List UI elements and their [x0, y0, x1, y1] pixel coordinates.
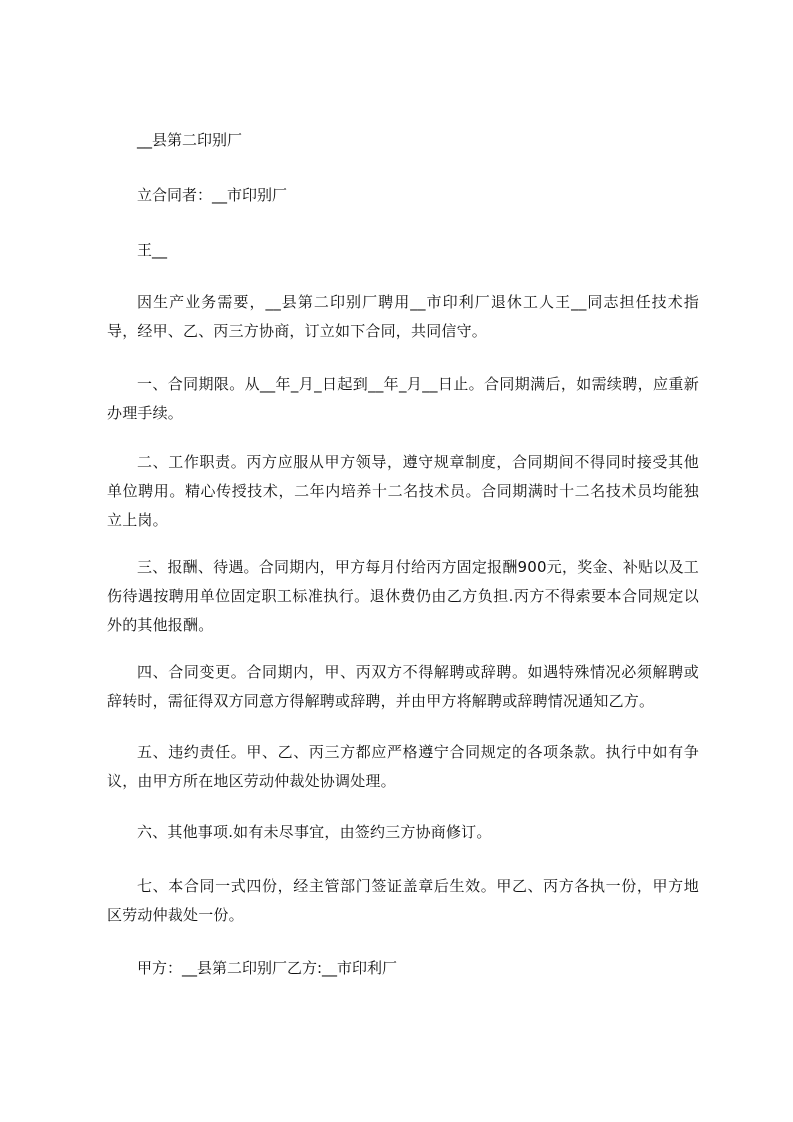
clause-remuneration: 三、报酬、待遇。合同期内，甲方每月付给丙方固定报酬900元，奖金、补贴以及工伤待遇按聘用单位固定职工标准执行。退休费仍由乙方负担.丙方不得索要本合同规定以外的其他报酬。 [107, 558, 699, 634]
employee-name: 王__ [137, 241, 168, 259]
clause-copies: 七、本合同一式四份，经主管部门签证盖章后生效。甲乙、丙方各执一份，甲方地区劳动仲裁处一份。 [107, 877, 699, 924]
clause-liability: 五、违约责任。甲、乙、丙三方都应严格遵宁合同规定的各项条款。执行中如有争议，由甲方所在地区劳动仲裁处协调处理。 [107, 743, 699, 790]
intro-paragraph: 因生产业务需要，__县第二印别厂聘用__市印利厂退休工人王__同志担任技术指导，经甲、乙、丙三方协商，订立如下合同，共同信守。 [107, 293, 699, 340]
clause-other-matters: 六、其他事项.如有未尽事宜，由签约三方协商修订。 [137, 823, 492, 841]
clause-duties: 二、工作职责。丙方应服从甲方领导，遵守规章制度，合同期间不得同时接受其他单位聘用。精心传授技术，二年内培养十二名技术员。合同期满时十二名技术员均能独立上岗。 [107, 453, 699, 529]
clause-changes: 四、合同变更。合同期内，甲、丙双方不得解聘或辞聘。如遇特殊情况必须解聘或辞转时，需征得双方同意方得解聘或辞聘，并由甲方将解聘或辞聘情况通知乙方。 [107, 663, 699, 710]
signature-line: 甲方：__县第二印别厂乙方:__市印利厂 [137, 959, 398, 977]
clause-term: 一、合同期限。从__年_月_日起到__年_月__日止。合同期满后，如需续聘，应重新办理手续。 [107, 375, 699, 422]
employer-name: __县第二印别厂 [137, 131, 243, 149]
contracting-party-line: 立合同者：__市印别厂 [137, 186, 288, 204]
